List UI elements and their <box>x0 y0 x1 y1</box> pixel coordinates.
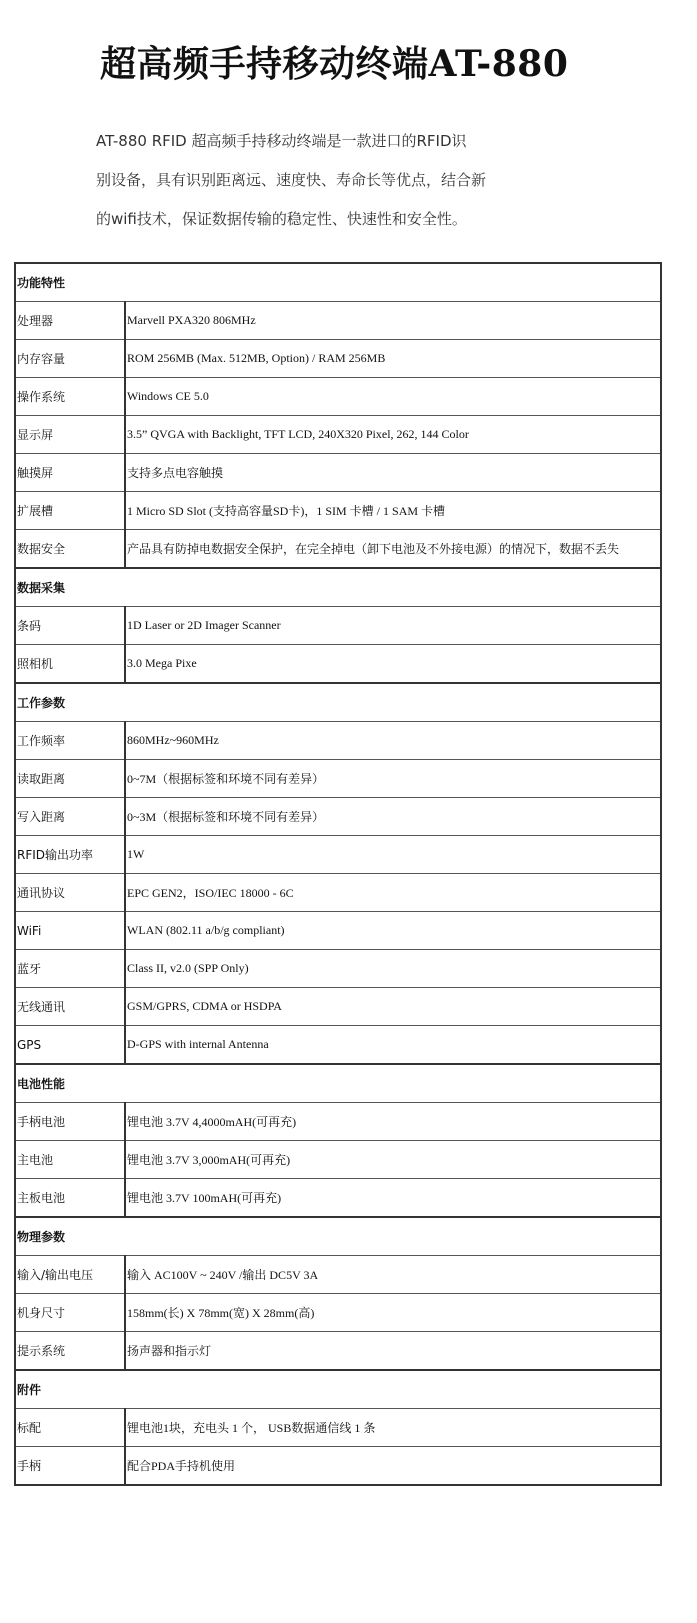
table-row <box>15 1409 661 1447</box>
intro-paragraph <box>96 122 516 239</box>
spec-value: 0~7M（根据标签和环境不同有差异） <box>125 760 661 798</box>
spec-label: 数据安全 <box>15 530 125 569</box>
spec-label: 蓝牙 <box>15 950 125 988</box>
section-title: 物理参数 <box>15 1217 661 1256</box>
spec-label: 处理器 <box>15 302 125 340</box>
intro-line: 的wifi技术，保证数据传输的稳定性、快速性和安全性。 <box>96 210 467 228</box>
spec-label: RFID输出功率 <box>15 836 125 874</box>
spec-value: 860MHz~960MHz <box>125 722 661 760</box>
table-row <box>15 340 661 378</box>
table-row <box>15 1447 661 1486</box>
spec-label: 读取距离 <box>15 760 125 798</box>
spec-value: Class II, v2.0 (SPP Only) <box>125 950 661 988</box>
spec-label: WiFi <box>15 912 125 950</box>
spec-label: 无线通讯 <box>15 988 125 1026</box>
spec-value: 0~3M（根据标签和环境不同有差异） <box>125 798 661 836</box>
spec-value: 锂电池 3.7V 100mAH(可再充) <box>125 1179 661 1218</box>
table-row <box>15 416 661 454</box>
spec-label: 触摸屏 <box>15 454 125 492</box>
table-row <box>15 1332 661 1371</box>
table-row <box>15 722 661 760</box>
spec-label: 工作频率 <box>15 722 125 760</box>
table-row <box>15 1179 661 1218</box>
spec-value: 158mm(长) X 78mm(宽) X 28mm(高) <box>125 1294 661 1332</box>
section-title: 数据采集 <box>15 568 661 607</box>
section-title: 功能特性 <box>15 263 661 302</box>
section-header-row <box>15 1064 661 1103</box>
spec-table <box>14 262 662 1486</box>
spec-value: 锂电池1块，充电头 1 个， USB数据通信线 1 条 <box>125 1409 661 1447</box>
spec-value: ROM 256MB (Max. 512MB, Option) / RAM 256MB <box>125 340 661 378</box>
table-row <box>15 912 661 950</box>
spec-value: 输入 AC100V ~ 240V /输出 DC5V 3A <box>125 1256 661 1294</box>
spec-label: 提示系统 <box>15 1332 125 1371</box>
section-title: 工作参数 <box>15 683 661 722</box>
spec-label: 扩展槽 <box>15 492 125 530</box>
section-title: 附件 <box>15 1370 661 1409</box>
spec-label: 手柄电池 <box>15 1103 125 1141</box>
spec-value: D-GPS with internal Antenna <box>125 1026 661 1065</box>
spec-label: 手柄 <box>15 1447 125 1486</box>
spec-value: 1W <box>125 836 661 874</box>
spec-value: 扬声器和指示灯 <box>125 1332 661 1371</box>
intro-line: 别设备，具有识别距离远、速度快、寿命长等优点，结合新 <box>96 171 487 189</box>
spec-value: WLAN (802.11 a/b/g compliant) <box>125 912 661 950</box>
spec-label: 主电池 <box>15 1141 125 1179</box>
section-header-row <box>15 1370 661 1409</box>
spec-label: 标配 <box>15 1409 125 1447</box>
section-header-row <box>15 568 661 607</box>
section-title: 电池性能 <box>15 1064 661 1103</box>
table-row <box>15 836 661 874</box>
table-row <box>15 530 661 569</box>
table-row <box>15 1141 661 1179</box>
table-row <box>15 798 661 836</box>
table-row <box>15 1026 661 1065</box>
section-header-row <box>15 1217 661 1256</box>
spec-label: 操作系统 <box>15 378 125 416</box>
table-row <box>15 1103 661 1141</box>
spec-label: 照相机 <box>15 645 125 684</box>
spec-value: 锂电池 3.7V 4,4000mAH(可再充) <box>125 1103 661 1141</box>
spec-label: 写入距离 <box>15 798 125 836</box>
table-row <box>15 874 661 912</box>
spec-value: 3.0 Mega Pixe <box>125 645 661 684</box>
spec-value: 锂电池 3.7V 3,000mAH(可再充) <box>125 1141 661 1179</box>
spec-value: 支持多点电容触摸 <box>125 454 661 492</box>
page-title: 超高频手持移动终端AT-880 <box>100 43 569 85</box>
table-row <box>15 492 661 530</box>
spec-value: EPC GEN2，ISO/IEC 18000 - 6C <box>125 874 661 912</box>
table-row <box>15 302 661 340</box>
spec-value: 产品具有防掉电数据安全保护，在完全掉电（卸下电池及不外接电源）的情况下，数据不丢失 <box>125 530 661 569</box>
spec-value: GSM/GPRS, CDMA or HSDPA <box>125 988 661 1026</box>
spec-value: 配合PDA手持机使用 <box>125 1447 661 1486</box>
table-row <box>15 988 661 1026</box>
spec-table-body <box>15 263 661 1485</box>
spec-label: 内存容量 <box>15 340 125 378</box>
spec-value: 1 Micro SD Slot (支持高容量SD卡)，1 SIM 卡槽 / 1 SAM 卡槽 <box>125 492 661 530</box>
table-row <box>15 454 661 492</box>
spec-label: 通讯协议 <box>15 874 125 912</box>
spec-label: 输入/输出电压 <box>15 1256 125 1294</box>
table-row <box>15 645 661 684</box>
table-row <box>15 607 661 645</box>
section-header-row <box>15 683 661 722</box>
intro-line: AT-880 RFID 超高频手持移动终端是一款进口的RFID识 <box>96 132 467 150</box>
spec-value: Windows CE 5.0 <box>125 378 661 416</box>
spec-value: Marvell PXA320 806MHz <box>125 302 661 340</box>
spec-label: 条码 <box>15 607 125 645</box>
table-row <box>15 378 661 416</box>
spec-label: 显示屏 <box>15 416 125 454</box>
spec-value: 1D Laser or 2D Imager Scanner <box>125 607 661 645</box>
spec-label: 主板电池 <box>15 1179 125 1218</box>
table-row <box>15 950 661 988</box>
table-row <box>15 760 661 798</box>
spec-label: GPS <box>15 1026 125 1065</box>
table-row <box>15 1256 661 1294</box>
section-header-row <box>15 263 661 302</box>
spec-value: 3.5” QVGA with Backlight, TFT LCD, 240X320 Pixel, 262, 144 Color <box>125 416 661 454</box>
table-row <box>15 1294 661 1332</box>
spec-label: 机身尺寸 <box>15 1294 125 1332</box>
